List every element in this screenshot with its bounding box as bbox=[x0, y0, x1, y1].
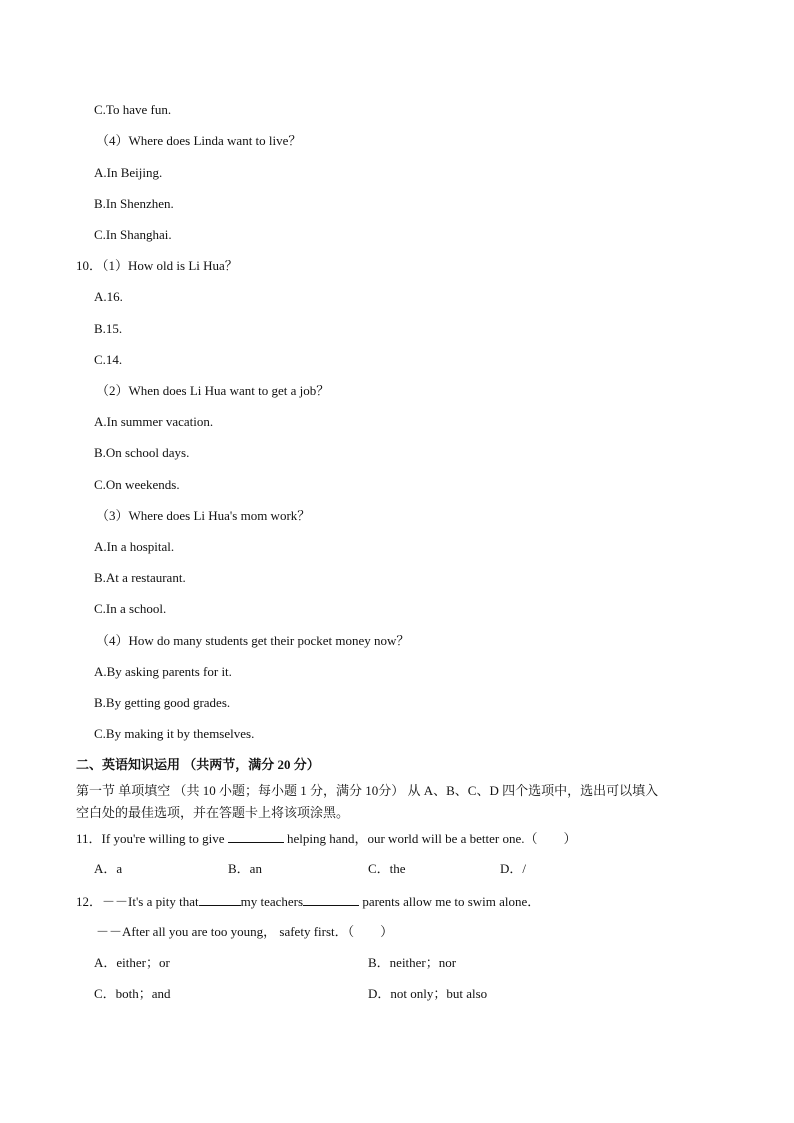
q12-option-c: C．both；and bbox=[94, 986, 171, 1001]
q12-blank-2 bbox=[303, 893, 359, 906]
q11-blank bbox=[228, 830, 284, 843]
q10-sub1-option-a: A.16. bbox=[94, 289, 123, 304]
q12-stem-line2: －－After all you are too young， safety first．（ ） bbox=[96, 924, 394, 939]
q11-stem-part2: helping hand，our world will be a better one.（ ） bbox=[286, 831, 577, 846]
q12-stem-part1: －－It's a pity that bbox=[102, 894, 199, 909]
q10-sub3-option-b: B.At a restaurant. bbox=[94, 570, 186, 585]
q11-stem bbox=[76, 830, 577, 847]
q12-stem bbox=[76, 893, 540, 910]
q12-number: 12． bbox=[76, 894, 103, 909]
q10-sub4-option-b: B.By getting good grades. bbox=[94, 695, 231, 710]
q12-option-a: A．either；or bbox=[94, 955, 170, 970]
q10-sub3-option-a: A.In a hospital. bbox=[94, 539, 175, 554]
q12-option-b: B．neither；nor bbox=[368, 955, 457, 970]
q10-sub1-stem: （1）How old is Li Hua？ bbox=[102, 258, 238, 273]
q12-blank-1 bbox=[199, 893, 241, 906]
q9-sub4-option-a: A.In Beijing. bbox=[94, 165, 163, 180]
q10-number: 10． bbox=[76, 258, 103, 273]
q10-sub4-option-a: A.By asking parents for it. bbox=[94, 664, 232, 679]
q10-sub2-option-c: C.On weekends. bbox=[94, 477, 180, 492]
q10-sub2-option-b: B.On school days. bbox=[94, 445, 190, 460]
q9-sub4-stem: （4）Where does Linda want to live？ bbox=[96, 133, 302, 148]
q9-option-c: C.To have fun. bbox=[94, 102, 172, 117]
q9-sub4-option-b: B.In Shenzhen. bbox=[94, 196, 174, 211]
q10-sub4-stem: （4）How do many students get their pocket money now？ bbox=[96, 633, 410, 648]
q10-sub1-option-b: B.15. bbox=[94, 321, 123, 336]
q9-sub4-option-c: C.In Shanghai. bbox=[94, 227, 172, 242]
q12-option-d: D．not only；but also bbox=[368, 986, 488, 1001]
q11-number: 11． bbox=[76, 831, 102, 846]
q10-sub2-stem: （2）When does Li Hua want to get a job？ bbox=[96, 383, 330, 398]
q10-sub3-option-c: C.In a school. bbox=[94, 601, 167, 616]
q12-stem-part3: parents allow me to swim alone． bbox=[362, 894, 541, 909]
section-instructions-line1: 第一节 单项填空 （共 10 小题；每小题 1 分，满分 10分） 从 A、B、C、D 四个选项中，选出可以填入 bbox=[76, 783, 659, 798]
q10-sub1-option-c: C.14. bbox=[94, 352, 123, 367]
q11-option-c: C．the bbox=[368, 861, 406, 876]
q12-stem-part2: my teachers bbox=[240, 894, 304, 909]
q10-sub2-option-a: A.In summer vacation. bbox=[94, 414, 214, 429]
q11-stem-part1: If you're willing to give bbox=[101, 831, 225, 846]
q11-option-b: B．an bbox=[228, 861, 262, 876]
section-instructions-line2: 空白处的最佳选项，并在答题卡上将该项涂黑。 bbox=[76, 805, 350, 820]
section-heading: 二、英语知识运用 （共两节，满分 20 分） bbox=[76, 757, 320, 772]
q11-option-d: D．/ bbox=[500, 861, 527, 876]
q11-option-a: A．a bbox=[94, 861, 123, 876]
q10-sub3-stem: （3）Where does Li Hua's mom work？ bbox=[96, 508, 311, 523]
q10-line bbox=[76, 258, 238, 274]
q10-sub4-option-c: C.By making it by themselves. bbox=[94, 726, 255, 741]
